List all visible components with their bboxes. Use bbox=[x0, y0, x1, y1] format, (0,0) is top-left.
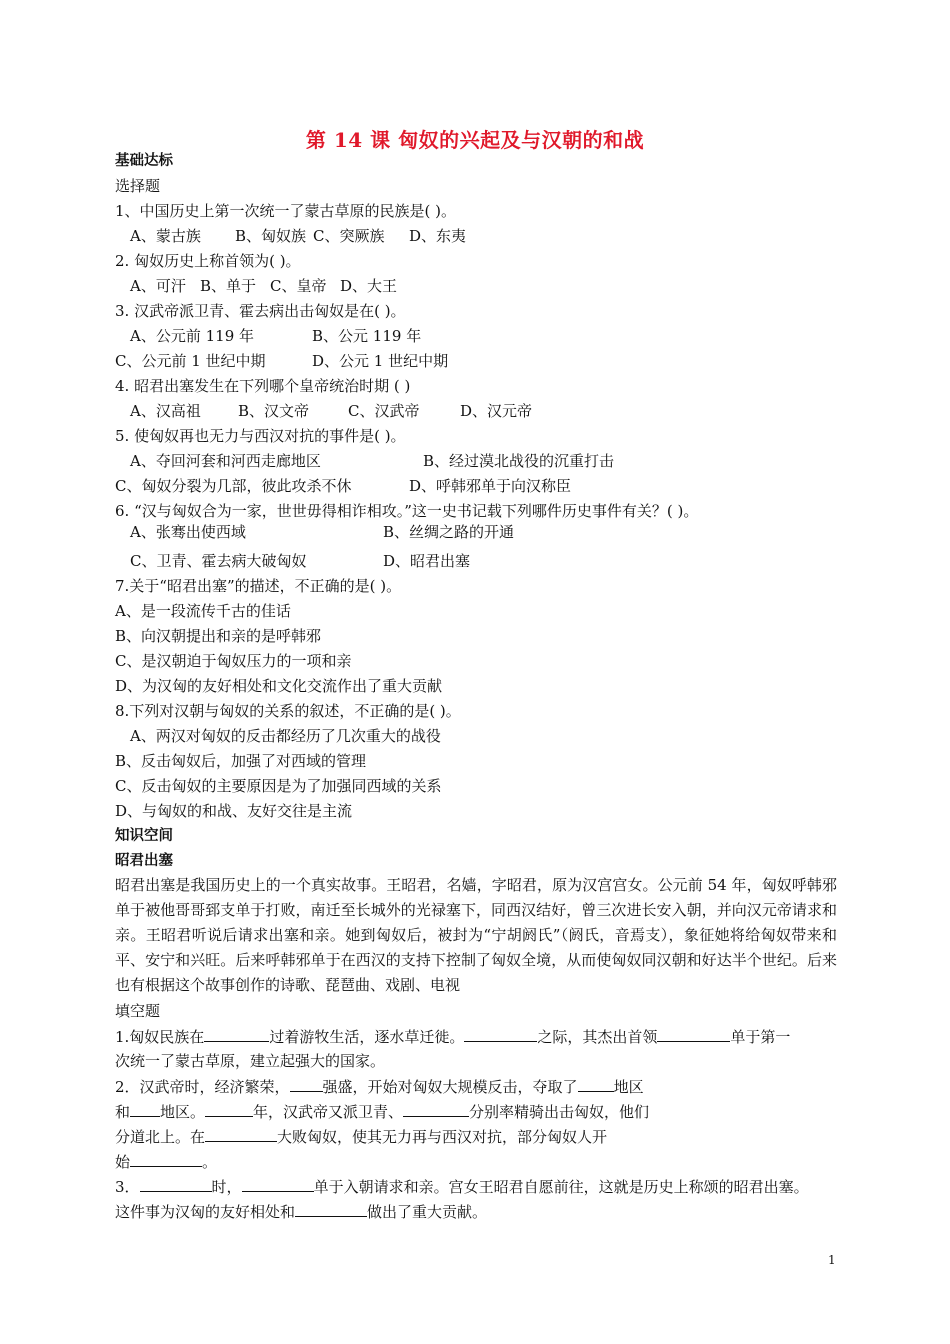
option: B、单于 bbox=[200, 277, 257, 295]
question-5-options-ab bbox=[130, 451, 614, 471]
text: 这件事为汉匈的友好相处和 bbox=[115, 1203, 296, 1221]
option: C、突厥族 bbox=[313, 227, 385, 245]
option: C、汉武帝 bbox=[348, 402, 420, 420]
text: 年，汉武帝又派卫青、 bbox=[253, 1103, 404, 1121]
question-4-options bbox=[130, 401, 532, 421]
section-basic-heading: 基础达标 bbox=[115, 153, 173, 169]
option: C、匈奴分裂为几部，彼此攻杀不休 bbox=[115, 477, 352, 495]
answer-blank bbox=[657, 1026, 730, 1042]
option: B、汉文帝 bbox=[238, 402, 310, 420]
text: 分道北上。在 bbox=[115, 1128, 206, 1146]
fill-question-2-line-2 bbox=[115, 1101, 649, 1122]
question-8-option-c: C、反击匈奴的主要原因是为了加强同西域的关系 bbox=[115, 777, 442, 795]
question-1-stem: 1、中国历史上第一次统一了蒙古草原的民族是( )。 bbox=[115, 202, 457, 220]
fill-question-1-line-2: 次统一了蒙古草原，建立起强大的国家。 bbox=[115, 1052, 386, 1070]
answer-blank bbox=[578, 1076, 614, 1092]
question-8-option-b: B、反击匈奴后，加强了对西域的管理 bbox=[115, 752, 367, 770]
text: 单于第一 bbox=[730, 1028, 791, 1046]
option: A、公元前 119 年 bbox=[130, 327, 254, 345]
option: D、汉元帝 bbox=[460, 402, 533, 420]
question-6-stem: 6. “汉与匈奴合为一家，世世毋得相诈相攻。”这一史书记载下列哪件历史事件有关？( )。 bbox=[115, 502, 699, 520]
question-6-options-ab bbox=[130, 522, 514, 542]
question-8-option-d: D、与匈奴的和战、友好交往是主流 bbox=[115, 802, 353, 820]
answer-blank bbox=[130, 1151, 202, 1167]
text: 过着游牧生活，逐水草迁徙。 bbox=[269, 1028, 465, 1046]
text: 之际，其杰出首领 bbox=[537, 1028, 658, 1046]
text: 时， bbox=[211, 1178, 242, 1196]
option: B、公元 119 年 bbox=[312, 327, 422, 345]
question-7-stem: 7.关于“昭君出塞”的描述，不正确的是( )。 bbox=[115, 577, 402, 595]
answer-blank bbox=[242, 1176, 314, 1192]
lesson-title: 第 14 课 匈奴的兴起及与汉朝的和战 bbox=[305, 128, 645, 152]
option: A、可汗 bbox=[130, 277, 186, 295]
question-5-stem: 5. 使匈奴再也无力与西汉对抗的事件是( )。 bbox=[115, 427, 406, 445]
option: D、呼韩邪单于向汉称臣 bbox=[409, 477, 572, 495]
question-3-options-ab bbox=[130, 326, 421, 346]
question-6-options-cd bbox=[130, 551, 470, 571]
choice-label: 选择题 bbox=[115, 177, 161, 195]
option: C、卫青、霍去病大破匈奴 bbox=[130, 552, 307, 570]
answer-blank bbox=[204, 1026, 269, 1042]
section-knowledge-heading: 知识空间 bbox=[115, 828, 173, 844]
fill-question-3-line-2 bbox=[115, 1201, 487, 1222]
option: B、丝绸之路的开通 bbox=[383, 523, 515, 541]
text: 和 bbox=[115, 1103, 131, 1121]
text: 。 bbox=[202, 1153, 218, 1171]
option: B、经过漠北战役的沉重打击 bbox=[423, 452, 615, 470]
question-7-option-a: A、是一段流传千古的佳话 bbox=[115, 602, 291, 620]
answer-blank bbox=[403, 1101, 469, 1117]
question-5-options-cd bbox=[115, 476, 571, 496]
story-title: 昭君出塞 bbox=[115, 853, 173, 869]
question-4-stem: 4. 昭君出塞发生在下列哪个皇帝统治时期 ( ) bbox=[115, 377, 411, 395]
answer-blank bbox=[205, 1126, 277, 1142]
option: C、公元前 1 世纪中期 bbox=[115, 352, 266, 370]
option: A、张骞出使西域 bbox=[130, 523, 246, 541]
answer-blank bbox=[205, 1101, 253, 1117]
question-8-option-a: A、两汉对匈奴的反击都经历了几次重大的战役 bbox=[130, 727, 441, 745]
answer-blank bbox=[464, 1026, 537, 1042]
option: D、昭君出塞 bbox=[383, 552, 471, 570]
text: 地区 bbox=[613, 1078, 644, 1096]
question-3-stem: 3. 汉武帝派卫青、霍去病出击匈奴是在( )。 bbox=[115, 302, 406, 320]
option: C、皇帝 bbox=[270, 277, 327, 295]
question-1-options bbox=[130, 226, 466, 246]
fill-question-1-line-1 bbox=[115, 1026, 790, 1047]
text: 地区。 bbox=[160, 1103, 206, 1121]
fill-label: 填空题 bbox=[115, 1002, 161, 1020]
text: 单于入朝请求和亲。宫女王昭君自愿前往，这就是历史上称颂的昭君出塞。 bbox=[313, 1178, 809, 1196]
fill-question-2-line-1 bbox=[115, 1076, 644, 1097]
question-2-options bbox=[130, 276, 397, 296]
answer-blank bbox=[140, 1176, 212, 1192]
option: A、汉高祖 bbox=[130, 402, 201, 420]
text: 大败匈奴，使其无力再与西汉对抗，部分匈奴人开 bbox=[277, 1128, 608, 1146]
story-paragraph: 昭君出塞是我国历史上的一个真实故事。王昭君，名嫱，字昭君，原为汉宫宫女。公元前 54 年，匈奴呼韩邪单于被他哥哥郅支单于打败，南迁至长城外的光禄塞下，同西汉结好，曾三次进长安入朝，并向汉元帝请求和亲。王昭君听说后请求出塞和亲。她到匈奴后，被封为“宁胡阏氏”（阏氏，音焉支），象征她将给匈奴带来和平、安宁和兴旺。后来呼韩邪单于在西汉的支持下控制了匈奴全境，从而使匈奴同汉朝和好达半个世纪。后来也有根据这个故事创作的诗歌、琵琶曲、戏剧、电视 bbox=[115, 876, 837, 994]
question-7-option-c: C、是汉朝迫于匈奴压力的一项和亲 bbox=[115, 652, 352, 670]
question-7-option-d: D、为汉匈的友好相处和文化交流作出了重大贡献 bbox=[115, 677, 443, 695]
text: 做出了重大贡献。 bbox=[367, 1203, 488, 1221]
answer-blank bbox=[290, 1076, 323, 1092]
answer-blank bbox=[130, 1101, 160, 1117]
text: 分别率精骑出击匈奴，他们 bbox=[469, 1103, 650, 1121]
text: 3． bbox=[115, 1178, 140, 1196]
option: D、大王 bbox=[340, 277, 398, 295]
question-7-option-b: B、向汉朝提出和亲的是呼韩邪 bbox=[115, 627, 322, 645]
answer-blank bbox=[295, 1201, 367, 1217]
option: D、东夷 bbox=[409, 227, 467, 245]
text: 2．汉武帝时，经济繁荣， bbox=[115, 1078, 290, 1096]
option: A、夺回河套和河西走廊地区 bbox=[130, 452, 321, 470]
text: 始 bbox=[115, 1153, 131, 1171]
option: B、匈奴族 bbox=[235, 227, 307, 245]
option: A、蒙古族 bbox=[130, 227, 201, 245]
fill-question-3-line-1 bbox=[115, 1176, 809, 1197]
question-3-options-cd bbox=[115, 351, 448, 371]
fill-question-2-line-3 bbox=[115, 1126, 607, 1147]
fill-question-2-line-4 bbox=[115, 1151, 217, 1172]
question-2-stem: 2. 匈奴历史上称首领为( )。 bbox=[115, 252, 301, 270]
page-number: 1 bbox=[828, 1253, 836, 1267]
option: D、公元 1 世纪中期 bbox=[312, 352, 449, 370]
text: 强盛，开始对匈奴大规模反击，夺取了 bbox=[322, 1078, 578, 1096]
text: 1.匈奴民族在 bbox=[115, 1028, 205, 1046]
question-8-stem: 8.下列对汉朝与匈奴的关系的叙述，不正确的是( )。 bbox=[115, 702, 461, 720]
